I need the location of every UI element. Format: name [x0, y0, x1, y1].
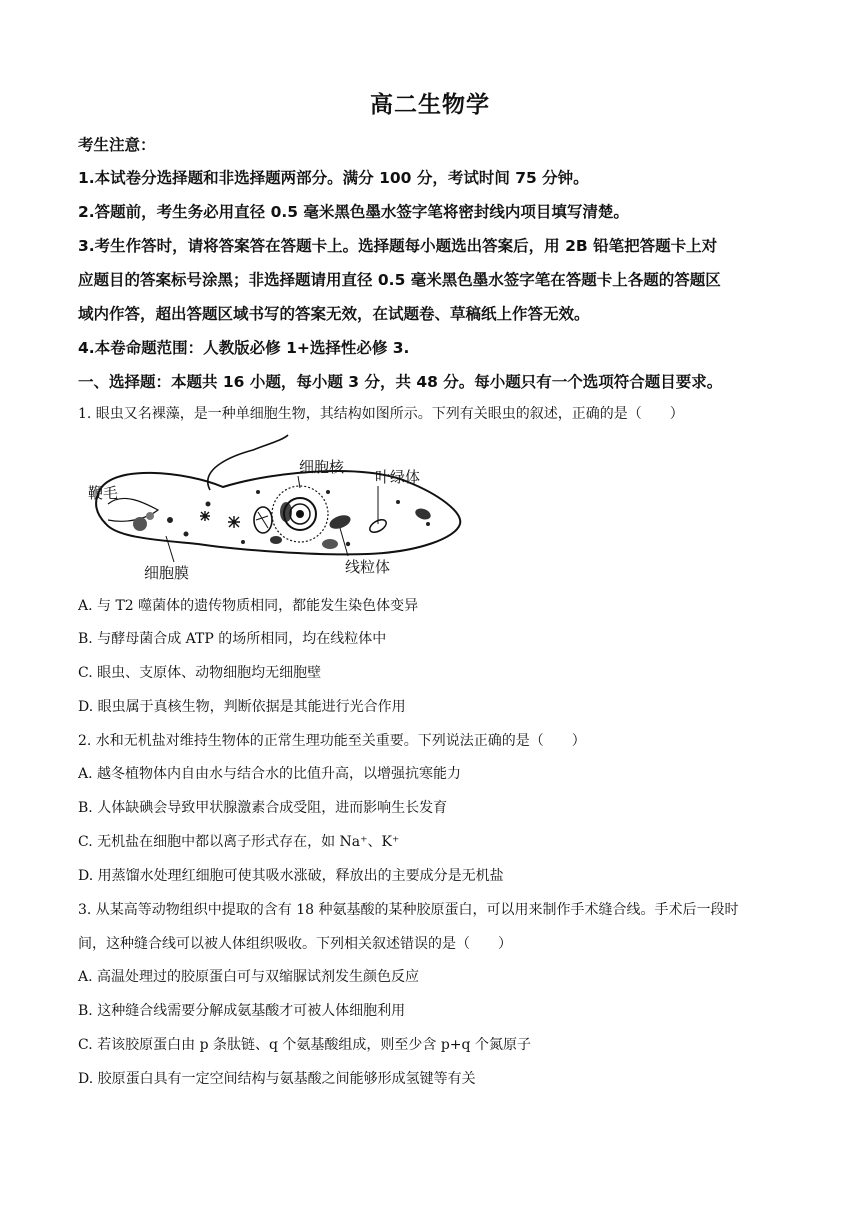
document-title: 高二生物学 — [370, 92, 490, 118]
question-3-option-a: A. 高温处理过的胶原蛋白可与双缩脲试剂发生颜色反应 — [78, 969, 420, 985]
question-1-option-c: C. 眼虫、支原体、动物细胞均无细胞壁 — [78, 665, 322, 681]
notice-item-1: 1.本试卷分选择题和非选择题两部分。满分 100 分，考试时间 75 分钟。 — [78, 169, 589, 187]
mitochondria-label: 线粒体 — [345, 558, 391, 576]
question-2-option-b: B. 人体缺碘会导致甲状腺激素合成受阻，进而影响生长发育 — [78, 800, 448, 816]
question-1-stem: 1. 眼虫又名裸藻，是一种单细胞生物，其结构如图所示。下列有关眼虫的叙述，正确的是（ ） — [78, 406, 684, 422]
flagellum-label: 鞭毛 — [88, 484, 119, 502]
question-1-option-d: D. 眼虫属于真核生物，判断依据是其能进行光合作用 — [78, 699, 406, 715]
question-2-option-a: A. 越冬植物体内自由水与结合水的比值升高，以增强抗寒能力 — [78, 766, 462, 782]
euglena-figure — [78, 432, 468, 590]
question-3-stem-line-1: 3. 从某高等动物组织中提取的含有 18 种氨基酸的某种胶原蛋白，可以用来制作手术缝合线。手术后一段时 — [78, 902, 739, 918]
notice-item-3-line-1: 3.考生作答时，请将答案答在答题卡上。选择题每小题选出答案后，用 2B 铅笔把答题卡上对 — [78, 237, 718, 255]
membrane-label: 细胞膜 — [144, 564, 190, 582]
question-1-option-b: B. 与酵母菌合成 ATP 的场所相同，均在线粒体中 — [78, 631, 387, 647]
question-1-option-a: A. 与 T2 噬菌体的遗传物质相同，都能发生染色体变异 — [78, 598, 419, 614]
question-2-stem: 2. 水和无机盐对维持生物体的正常生理功能至关重要。下列说法正确的是（ ） — [78, 733, 586, 749]
notice-heading: 考生注意： — [78, 136, 156, 154]
section-1-heading: 一、选择题：本题共 16 小题，每小题 3 分，共 48 分。每小题只有一个选项符合题目要求。 — [78, 373, 723, 391]
vacuole-star-shapes — [200, 511, 240, 528]
notice-item-2: 2.答题前，考生务必用直径 0.5 毫米黑色墨水签字笔将密封线内项目填写清楚。 — [78, 203, 629, 221]
nucleus-label: 细胞核 — [299, 458, 345, 476]
euglena-diagram — [78, 432, 468, 590]
question-2-option-c: C. 无机盐在细胞中都以离子形式存在，如 Na⁺、K⁺ — [78, 834, 400, 850]
question-3-stem-line-2: 间，这种缝合线可以被人体组织吸收。下列相关叙述错误的是（ ） — [78, 936, 512, 952]
flagellum-line — [208, 435, 288, 490]
eyespot-shape — [133, 517, 147, 531]
notice-item-4: 4.本卷命题范围：人教版必修 1+选择性必修 3. — [78, 339, 410, 357]
question-3-option-d: D. 胶原蛋白具有一定空间结构与氨基酸之间能够形成氢键等有关 — [78, 1071, 476, 1087]
notice-item-3-line-2: 应题目的答案标号涂黑；非选择题请用直径 0.5 毫米黑色墨水签字笔在答题卡上各题的答题区 — [78, 271, 721, 289]
chloroplast-label: 叶绿体 — [375, 468, 421, 486]
notice-item-3-line-3: 域内作答，超出答题区域书写的答案无效，在试题卷、草稿纸上作答无效。 — [78, 305, 590, 323]
question-3-option-b: B. 这种缝合线需要分解成氨基酸才可被人体细胞利用 — [78, 1003, 406, 1019]
question-3-option-c: C. 若该胶原蛋白由 p 条肽链、q 个氨基酸组成，则至少含 p+q 个氮原子 — [78, 1037, 531, 1053]
question-2-option-d: D. 用蒸馏水处理红细胞可使其吸水涨破，释放出的主要成分是无机盐 — [78, 868, 504, 884]
